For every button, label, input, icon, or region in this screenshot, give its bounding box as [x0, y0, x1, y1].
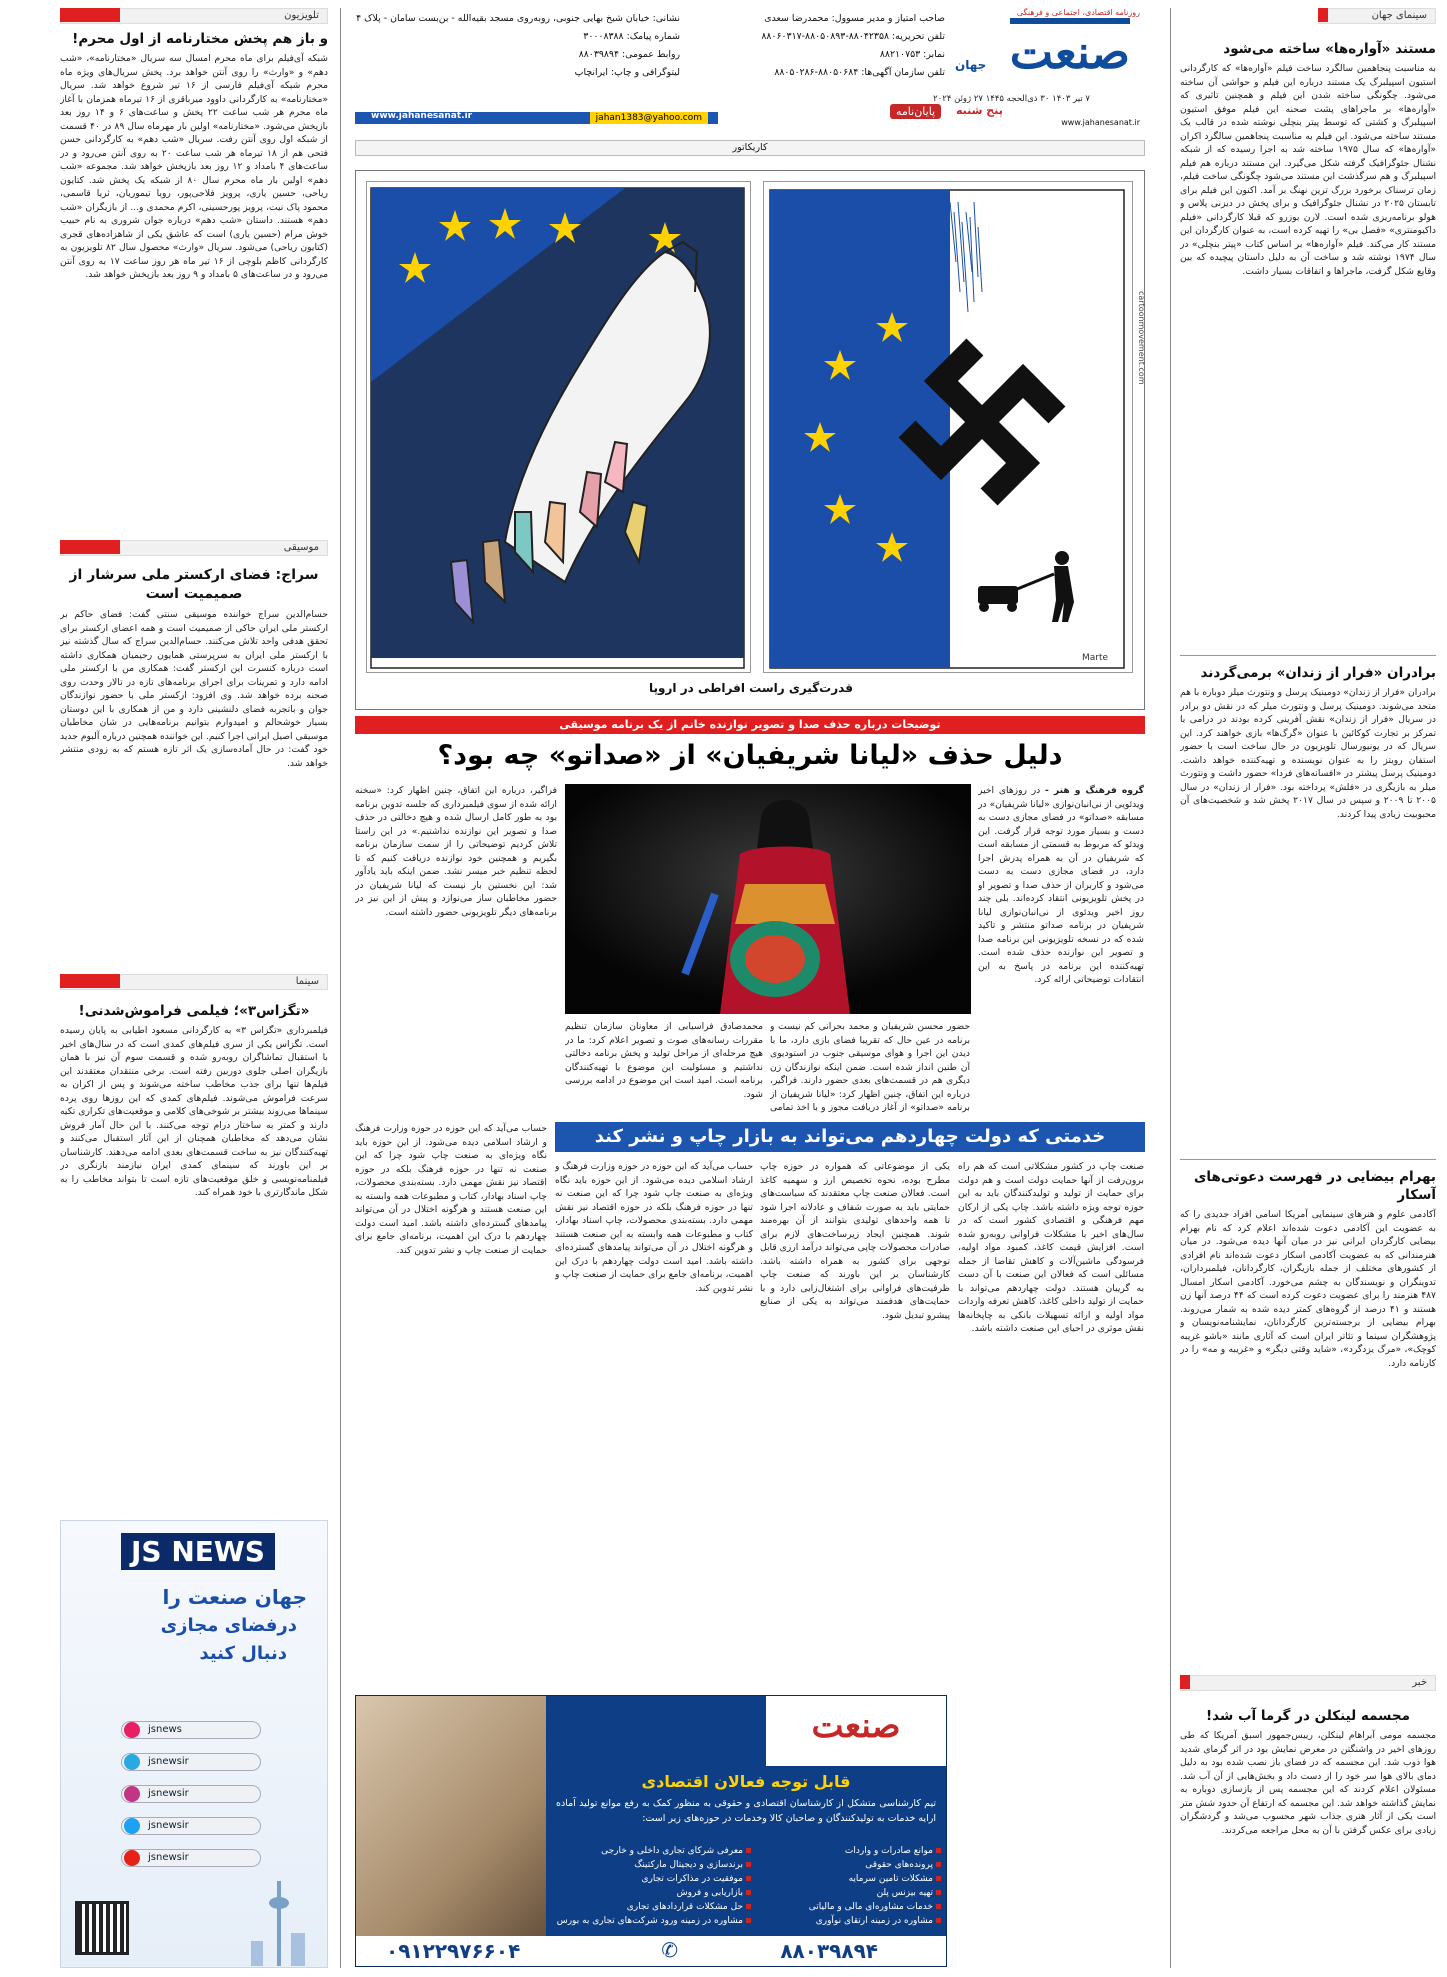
qr-code-icon — [75, 1901, 129, 1955]
body-lincoln: مجسمه مومی آبراهام لینکلن، رییس‌جمهور اسبق آمریکا که طی روزهای اخیر در واشنگتن در معرض نمایش بود در اثر گرمای شدید هوا ذوب شد. این مجسمه که در فضای باز نصب شده بود به دلیل دمای بالای هوا سر خود را از دست داد و بخش‌هایی از آن آب شد. مسئولان اعلام کردند که این مجسمه پس از بازسازی دوباره به نمایش گذاشته خواهد شد. این مجسمه که ارتفاع آن حدود شش متر است یکی از آثار هنری جذاب شهر محسوب می‌شد و گردشگران زیادی برای عکس گرفتن با آن به محل مراجعه می‌کردند. — [1180, 1730, 1436, 1836]
story2-col-3 — [555, 1160, 753, 1685]
main-lead-column — [978, 784, 1144, 1114]
ad-phone-bar — [356, 1936, 947, 1967]
tag-music: موسیقی — [60, 540, 328, 556]
partner-logo: پایان‌نامه — [890, 104, 941, 119]
story2-text-3: حساب می‌آید که این حوزه در حوزه وزارت فرهنگ و ارشاد اسلامی دیده می‌شود. از این حوزه باید نگاه ویژه‌ای به صنعت چاپ شود چرا که این صنعت نه تنها در حوزه فرهنگ بلکه در حوزه اقتصاد نیز نقش مهمی دارد. بسته‌بندی محصولات، چاپ اسناد بهادار، کتاب و مطبوعات همه وابسته به این صنعت هستند و هرگونه اختلال در آن می‌تواند پیامدهای گسترده‌ای داشته باشد. امید است دولت چهاردهم با درک این اهمیت، برنامه‌ای جامع برای حمایت از صنعت چاپ و نشر تدوین کند. — [555, 1161, 753, 1294]
cartoon-right — [763, 181, 1133, 673]
jsnews-line3: دنبال کنید — [199, 1643, 287, 1664]
masthead-logo — [1010, 18, 1130, 78]
cartoon-box — [355, 170, 1145, 710]
ad-services — [556, 1846, 941, 1931]
headline-beyzaie: بهرام بیضایی در فهرست دعوتی‌های آسکار — [1194, 1169, 1436, 1203]
cartoon-tag: کاریکاتور — [732, 142, 768, 153]
ad-phone-1[interactable]: ۸۸۰۳۹۸۹۴ — [780, 1939, 878, 1963]
musician-photo-illustration — [565, 784, 971, 1014]
website[interactable]: www.jahanesanat.ir — [1061, 118, 1140, 127]
social-telegram[interactable]: jsnewsir — [121, 1753, 261, 1771]
headline-seraj: سراج: فضای ارکستر ملی سرشار از صمیمیت است — [69, 567, 319, 602]
web-bar-email[interactable]: jahan1383@yahoo.com — [590, 112, 708, 124]
instagram-icon — [124, 1786, 140, 1802]
body-seraj: حسام‌الدین سراج خواننده موسیقی سنتی گفت: فضای حاکم بر ارکستر ملی ایران حاکی از صمیمیت است و همه اعضای ارکستر برای تحقق هدفی واحد تلاش می‌کنند. حسام‌الدین سراج که سال گذشته نیز با ارکستر ملی ایران به سرپرستی همایون رحیمیان همکاری داشته است درباره کنسرت این ارکستر گفت: همکاری من با ارکستر ملی ادامه دارد و تمرینات برای اجرای برنامه‌های تازه در تالار وحدت روی صحنه برده خواهد شد. وی افزود: ارکستر ملی با حضور نوازندگان جوان و باتجربه فضای دلنشینی دارد و من از همکاری با این دوستان بسیار خوشحالم و امیدوارم بتوانیم برنامه‌هایی در شان مخاطبان موسیقی اصیل ایرانی اجرا کنیم. این خواننده همچنین درباره آلبوم جدید خود گفت: در حال آماده‌سازی یک اثر تازه هستم که به زودی منتشر خواهد شد. — [60, 609, 328, 769]
left-column-cinema — [60, 1002, 328, 1507]
body-beyzaie: آکادمی علوم و هنرهای سینمایی آمریکا اسامی افراد جدیدی را که به عضویت این آکادمی دعوت شده‌اند اعلام کرد که نام بهرام بیضایی کارگردان ایرانی نیز در میان آنها دیده می‌شود. در میان هنرمندانی که به عضویت آکادمی اسکار دعوت شده‌اند نام افرادی از کشورهای مختلف از جمله بازیگران، کارگردانان، فیلمبرداران، تدوینگران و نویسندگان به چشم می‌خورد. آکادمی اسکار امسال ۴۸۷ هنرمند را برای عضویت دعوت کرده است که ۴۴ درصد آنها زن هستند و ۴۱ درصد از گروه‌های کمتر دیده شده به شمار می‌روند. بهرام بیضایی از برجسته‌ترین کارگردانان، نمایشنامه‌نویسان و پژوهشگران سینما و تئاتر ایران است که آثاری مانند «باشو غریبه کوچک»، «مرگ یزدگرد»، «شاید وقتی دیگر» و «غریبه و مه» را در کارنامه دارد. — [1180, 1209, 1436, 1369]
ad-title: قابل توجه فعالان اقتصادی — [641, 1772, 851, 1791]
ad-service-item: معرفی شرکای تجاری داخلی و خارجی — [601, 1846, 751, 1856]
main-photo — [565, 784, 971, 1014]
ad-logo-box — [766, 1696, 946, 1766]
jsnews-line1: جهان صنعت را — [162, 1585, 307, 1609]
ad-service-item: موانع صادرات و واردات — [845, 1846, 941, 1856]
aparat-icon — [124, 1722, 140, 1738]
main-headline: دلیل حذف «لیانا شریفیان» از «صداتو» چه بود؟ — [437, 740, 1063, 771]
story2-text-4: حساب می‌آید که این حوزه در حوزه وزارت فرهنگ و ارشاد اسلامی دیده می‌شود. از این حوزه باید نگاه ویژه‌ای به صنعت چاپ شود چرا که این صنعت نه تنها در حوزه فرهنگ بلکه در حوزه اقتصاد نیز نقش مهمی دارد. بسته‌بندی محصولات، چاپ اسناد بهادار، کتاب و مطبوعات همه وابسته به این صنعت هستند و هرگونه اختلال در آن می‌تواند پیامدهای گسترده‌ای داشته باشد. امید است دولت چهاردهم با درک این اهمیت، برنامه‌ای جامع برای حمایت از صنعت چاپ و نشر تدوین کند. — [355, 1123, 547, 1256]
tag-world-cinema: سینمای جهان — [1318, 8, 1436, 24]
twitter-icon — [124, 1818, 140, 1834]
telegram-icon — [124, 1754, 140, 1770]
social-twitter[interactable]: jsnewsir — [121, 1817, 261, 1835]
service-ad[interactable] — [355, 1695, 947, 1967]
main-col-c — [565, 1020, 763, 1115]
headline-mokhtarnameh: و باز هم پخش مختارنامه از اول محرم! — [72, 31, 328, 47]
jsnews-brand: JS NEWS — [121, 1533, 275, 1570]
headline-lincoln: مجسمه لینکلن در گرما آب شد! — [1206, 1708, 1410, 1724]
youtube-icon — [124, 1850, 140, 1866]
headline-texas3: «تگزاس۳»؛ فیلمی فراموش‌شدنی! — [78, 1003, 310, 1019]
ad-service-item: بازاریابی و فروش — [677, 1888, 751, 1898]
weekday: پنج شنبه — [956, 104, 1003, 117]
ad-body: تیم کارشناسی متشکل از کارشناسان اقتصادی و حقوقی به منظور کمک به رفع موانع تولید آماده ارایه خدمات به تولیدکنندگان و صاحبان کالا وخدمات در حوزه‌های زیر است: — [556, 1798, 936, 1824]
ad-service-item: خدمات مشاوره‌ای مالی و مالیاتی — [809, 1902, 941, 1912]
headline-prison-break: برادران «فرار از زندان» برمی‌گردند — [1200, 665, 1436, 681]
ad-service-item: حل مشکلات قراردادهای تجاری — [627, 1902, 751, 1912]
ad-service-item: موفقیت در مذاکرات تجاری — [641, 1874, 751, 1884]
kicker-bar — [355, 716, 1145, 734]
social-instagram[interactable]: jsnewsir — [121, 1785, 261, 1803]
ad-service-item: پرونده‌های حقوقی — [865, 1860, 941, 1870]
lead-text: در روزهای اخیر ویدئویی از نی‌انبان‌نوازی «لیانا شریفیان» در مسابقه «صداتو» در فضای مجازی دست به دست و بسیار مورد توجه قرار گرفت. این ویدئو که مربوط به قسمتی از مسابقه است که شریفیان در آن به همراه پدرش اجرا دارد، در فضای مجازی دست به دست می‌شود و کاربران از حذف صدا و تصویر او در پخش تلویزیونی انتقاد کرده‌اند. بلی چند روز اخیر ویدئوی از نی‌انبان‌نوازی لیانا شریفیان در برنامه صداتو منتشر و تاکید شده که در نسخه تلویزیونی این برنامه صدا و تصویر این نوازنده حذف شده است. تهیه‌کننده این برنامه در پاسخ به این انتقادات توضیحاتی ارائه کرد. — [978, 785, 1144, 985]
headline-jaws: مستند «آواره‌ها» ساخته می‌شود — [1223, 41, 1436, 57]
body-prison-break: برادران «فرار از زندان» دومینیک پرسل و ونتورث میلر دوباره با هم متحد می‌شوند. دومینیک پرسل و ونتورث میلر که در نقش دو برادر در سریال «فرار از زندان» نقش آفرینی کرده بودند در درامی با تمرکز بر تجارت کوکائین با عنوان «گرگ‌ها» بازی خواهند کرد. این سریال که در یونیورسال تلویزیون در حال ساخت است با حضور استفان رویتز را به عنوان نویسنده و تهیه‌کننده خواهد داشت. دومینیک پرسل پیشتر در «افسانه‌های فردا» حضور داشت و ونتورث میلر به بازیگری در «فلش» پرداخته بود. «فرار از زندان» در سال ۲۰۰۵ تا ۲۰۰۹ و سپس در سال ۲۰۱۷ پخش شد و شخصیت‌های آن محبوبیت زیادی پیدا کردند. — [1180, 687, 1436, 820]
cartoon-swastika-illustration — [762, 182, 1132, 674]
cartoon-tag-bar — [355, 140, 1145, 156]
address: نشانی: خیابان شیخ بهایی جنوبی، روبه‌روی مسجد بقیه‌الله - بن‌بست سامان - پلاک ۴ — [356, 13, 680, 24]
ad-service-item: مشاوره در زمینه ورود شرکت‌های تجاری به بورس — [557, 1916, 751, 1926]
story2-text-2: یکی از موضوعاتی که همواره در حوزه چاپ مطرح بوده، نحوه تخصیص ارز و سهمیه کاغذ است. فعالان صنعت چاپ معتقدند که سیاست‌های حمایتی باید به صورت شفاف و عادلانه اجرا شود تا همه واحدهای تولیدی بتوانند از آن بهره‌مند شوند. همچنین ایجاد زیرساخت‌های لازم برای صادرات محصولات چاپی می‌تواند درآمد ارزی قابل توجهی برای کشور به همراه داشته باشد. کارشناسان بر این باورند که صنعت چاپ ظرفیت‌های فراوانی برای اشتغال‌زایی دارد و با حمایت‌های هدفمند می‌تواند به یکی از صنایع پیشرو تبدیل شود. — [760, 1161, 950, 1321]
body-jaws: به مناسبت پنجاهمین سالگرد ساخت فیلم «آواره‌ها» که کارگردانی استیون اسپیلبرگ یک مستند درباره این فیلم و حواشی آن ساخته می‌شود. چگونگی ساخته شدن این فیلم و همچنین تاثیری که «آواره‌ها» بر ماجراهای پشت صحنه این فیلم موفق استیون اسپیلبرگ و کشتی که توسط پیتر بنچلی نوشته شده در قالب یک مستند ساخته می‌شود. این فیلم به مناسبت پنجاهمین سالگرد اکران «آواره‌ها» که سال ۱۹۷۵ ساخته شد به اجرا رسیده که از شبکه نشنال جئوگرافیک گرفته شکل می‌گیرد. این مستند درباره هم فیلم اسپیلبرگ و هم سرگذشت این مستند می‌شود چگونگی ساخت فیلم، زمان ترسناک برخورد بزرگ ترین نهنگ بر آمد. اکنون این فیلم برای تابستان ۲۰۲۵ در نشنال جئوگرافیک و برای پخش در دیزنی پلاس و هولو برنامه‌ریزی شده است. لارن بوزرو که قبلا کارگردانی «فیلم داکیومنتری» «فصل بی» را تهیه کرده است، به عنوان کارگردان این مستند کار می‌کند. فیلم «آواره‌ها» بر اساس کتاب «پیتر بنچلی» در سال ۱۹۷۴ نوشته شد و ساخت آن به دلیل داستان پیچیده که بین وقایع شکل گرفت، ماجراها و اتفاقات بسیار داشت. — [1180, 63, 1436, 277]
print: لیتوگرافی و چاپ: ایرانچاپ — [574, 67, 680, 78]
main-col-a — [770, 1020, 970, 1115]
pr: روابط عمومی: ۸۸۰۳۹۸۹۴ — [578, 49, 680, 60]
svg-text:Marte: Marte — [1082, 653, 1109, 663]
tower-skyline-icon — [241, 1871, 321, 1966]
left-column-music — [60, 566, 328, 966]
story2-text-1: صنعت چاپ در کشور مشکلاتی است که هم راه برون‌رفت از آنها حمایت دولت است و هم دولت برای حمایت از تولید و تولیدکنندگان باید به این حوزه توجه ویژه داشته باشد. چاپ یکی از ارکان مهم فرهنگی و اقتصادی کشور است که در سال‌های اخیر با مشکلات فراوانی روبه‌رو شده است. افزایش قیمت کاغذ، کمبود مواد اولیه، فرسودگی ماشین‌آلات و کاهش تقاضا از جمله مسائلی است که فعالان این صنعت با آن دست به گریبان هستند. دولت چهاردهم می‌تواند با حمایت از تولید داخلی کاغذ، کاهش تعرفه واردات مواد اولیه و ارائه تسهیلات بانکی به چاپخانه‌ها نقش موثری در احیای این صنعت داشته باشد. — [958, 1161, 1144, 1334]
kicker: توضیحات درباره حذف صدا و تصویر نوازنده خانم از یک برنامه موسیقی — [559, 718, 941, 731]
ad-service-item: مشکلات تامین سرمایه — [849, 1874, 941, 1884]
phone-icon: ✆ — [661, 1938, 678, 1962]
phone-ads: تلفن سازمان آگهی‌ها: ۸۸۰۵۰۶۸۴-۸۸۰۵۰۲۸۶ — [774, 67, 945, 78]
web-bar — [355, 112, 718, 124]
body-mokhtarnameh: شبکه آی‌فیلم برای ماه محرم امسال سه سریال «مختارنامه»، «شب دهم» و «وارث» را روی آنتن خواهد برد. پخش سریال‌های ویژه ماه محرم شبکه آی‌فیلم فارسی از ۱۶ تیر شروع خواهد شد. سریال «مختارنامه» به کارگردانی داوود میرباقری از ۱۶ تیرماه همزمان با آغاز ماه محرم هر شب ساعت ۲۲ پخش و ساعت‌های ۶ و ۱۴ روز بعد بازپخش می‌شود. «مختارنامه» اولین بار مهرماه سال ۸۹ در ۴۰ قسمت از شبکه اول روی آنتن رفت. سریال «شب دهم» به کارگردانی حسن فتحی هم از ۱۸ تیرماه هر شب ساعت ۲۰ به روی آنتن می‌رود و در ساعت‌های ۴ بامداد و ۱۲ روز بعد بازپخش خواهد شد. مجموعه «شب دهم» اولین بار ماه محرم سال ۸۰ از شبکه یک پخش شد. کتایون ریاحی، حسین یاری، پرویز فلاحی‌پور، رویا تیموریان، ثریا قاسمی، محمود پاک نیت، پرویز پورحسینی، اکرم محمدی و... از بازیگران «شب دهم» هستند. داستان «شب دهم» درباره جوان شروری به نام حبیب خوش مرام (حسین یاری) است که عاشق یکی از شاهزاده‌های قجری (کتایون ریاحی) می‌شود. سریال «وارث» محصول سال ۸۲ تلویزیون به کارگردانی کاظم بلوچی از ۱۶ تیر ماه هر روز ساعت ۱۷ به روی آنتن می‌رود و در ساعت‌های ۵ بامداد و ۹ روز بعد بازپخش خواهد شد. — [60, 53, 328, 280]
fax: نمابر: ۸۸۲۱۰۷۵۳ — [879, 49, 945, 60]
story2-headline: خدمتی که دولت چهاردهم می‌تواند به بازار چاپ و نشر کند — [594, 1126, 1106, 1147]
ad-phone-2[interactable]: ۰۹۱۲۲۹۷۶۶۰۴ — [386, 1939, 521, 1963]
date-line: ۷ تیر ۱۴۰۳ ۳۰ ذی‌الحجه ۱۴۴۵ ۲۷ ژوئن ۲۰۲۴ — [933, 94, 1090, 104]
cartoon-left — [366, 181, 751, 673]
ad-photo — [356, 1696, 546, 1967]
social-youtube[interactable]: jsnewsir — [121, 1849, 261, 1867]
left-column-tv — [60, 30, 328, 530]
masthead-info — [355, 12, 945, 92]
cartoon-salute-illustration — [365, 182, 750, 674]
main-text-b: فراگیر، درباره این اتفاق، چنین اظهار کرد: «سخنه ارائه شده از سوی فیلمبرداری که جلسه تدوین برنامه بود به طور کامل ارسال شده و هیچ دخالتی در حذف صدا و تصویر این نوازنده نداشتیم.» در این راستا تلاش کردیم توضیحاتی را از سمت سازمان برنامه بگیریم و همچنین خود نوازنده دریافت کنیم که تا لحظه تنظیم خبر میسر نشد. ضمن اینکه باید یادآور شد: این نخستین بار نیست که لیانا شریفیان در حضور مخاطبان ساز می‌نوازد و پیش از این نیز در برنامه‌های دیگر تلویزیونی حضور داشته است. — [355, 785, 557, 918]
jsnews-line2: درفضای مجازی — [160, 1615, 297, 1636]
tag-news: خبر — [1180, 1675, 1436, 1691]
ad-brand: صنعت — [811, 1706, 901, 1746]
story2-col-2 — [760, 1160, 950, 1685]
tag-cinema: سینما — [60, 974, 328, 990]
logo-text: صنعت — [1009, 25, 1130, 79]
ad-service-item: تهیه بیزنس پلن — [877, 1888, 941, 1898]
cartoon-caption: قدرت‌گیری راست افراطی در اروپا — [649, 681, 853, 695]
masthead-tagline: روزنامه اقتصادی، اجتماعی و فرهنگی — [1016, 8, 1140, 17]
lead-label: گروه فرهنگ و هنر - — [1045, 785, 1144, 796]
publisher: صاحب امتیاز و مدیر مسوول: محمدرضا سعدی — [764, 13, 945, 24]
phone-editorial: تلفن تحریریه: ۸۸۰۴۲۳۵۸-۸۸۰۵۰۸۹۳-۸۸۰۶۰۳۱۷ — [761, 31, 945, 42]
story2-headline-bar — [555, 1122, 1145, 1152]
story2-col-4 — [355, 1122, 547, 1685]
main-col-b — [355, 784, 557, 1114]
web-bar-url[interactable]: www.jahanesanat.ir — [371, 111, 473, 121]
cartoon-credit: cartoonmovement.com — [1137, 291, 1146, 385]
ad-service-item: برندسازی و دیجیتال مارکتینگ — [634, 1860, 751, 1870]
sms: شماره پیامک: ۳۰۰۰۸۳۸۸ — [583, 31, 680, 42]
jsnews-ad[interactable] — [60, 1520, 328, 1968]
tag-tv: تلویزیون — [60, 8, 328, 24]
ad-service-item: مشاوره در زمینه ارتقای نوآوری — [816, 1916, 941, 1926]
story2-col-1 — [958, 1160, 1144, 1960]
social-jsnews[interactable]: jsnews — [121, 1721, 261, 1739]
main-text-a: حضور محسن شریفیان و محمد بحرانی کم نیست و برنامه در عین حال که تقریبا فضای بازی دارد، ما با دیدن این اجرا و هوای موسیقی جنوب در استودیوی آن طنین انداز شده است. ضمن اینکه نوازندگان زن دیگری هم در قسمت‌های بعدی حضور دارند. فراگیر، درباره این اتفاق، چنین اظهار کرد: «لیانا شریفیان از برنامه «صداتو» از آغاز دریافت مجوز و با اخذ تمامی — [770, 1021, 970, 1113]
body-texas3: فیلمبرداری «تگزاس ۳» به کارگردانی مسعود اطیابی به پایان رسیده است. تگزاس یکی از سری فیلم‌های کمدی است که در سال‌های اخیر با استقبال تماشاگران روبه‌رو شده و قسمت سوم آن نیز با همان بازیگران اصلی جلوی دوربین رفته است. برخی منتقدان معتقدند این فیلم‌ها تنها برای جذب مخاطب ساخته می‌شوند و پس از اکران به سرعت فراموش می‌شوند. فیلم‌های کمدی که این روزها روی پرده سینماها می‌روند بیشتر بر شوخی‌های کلامی و موقعیت‌های تکراری تکیه دارند و کمتر به ساختار درام توجه می‌کنند. با این حال آمار فروش نشان می‌دهد که مخاطبان همچنان از این آثار استقبال می‌کنند و تهیه‌کنندگان نیز به ساخت قسمت‌های بعدی ادامه می‌دهند. کارشناسان بر این باورند که سینمای کمدی ایران نیازمند بازنگری در فیلمنامه‌نویسی و خلق موقعیت‌های تازه است تا بتواند مخاطب را به شکل ماندگارتری با خود همراه کند. — [60, 1025, 328, 1198]
logo-small: جهان — [955, 58, 987, 72]
main-text-c: محمدصادق فراسیابی از معاونان سازمان تنظیم مقررات رسانه‌های صوت و تصویر اعلام کرد: ما در هیچ مرحله‌ای از مراحل تولید و پخش برنامه دخالتی نداشتیم و مسئولیت این موضوع با تهیه‌کنندگان برنامه است. امید است این موضوع در ادامه بررسی شود. — [565, 1021, 763, 1100]
